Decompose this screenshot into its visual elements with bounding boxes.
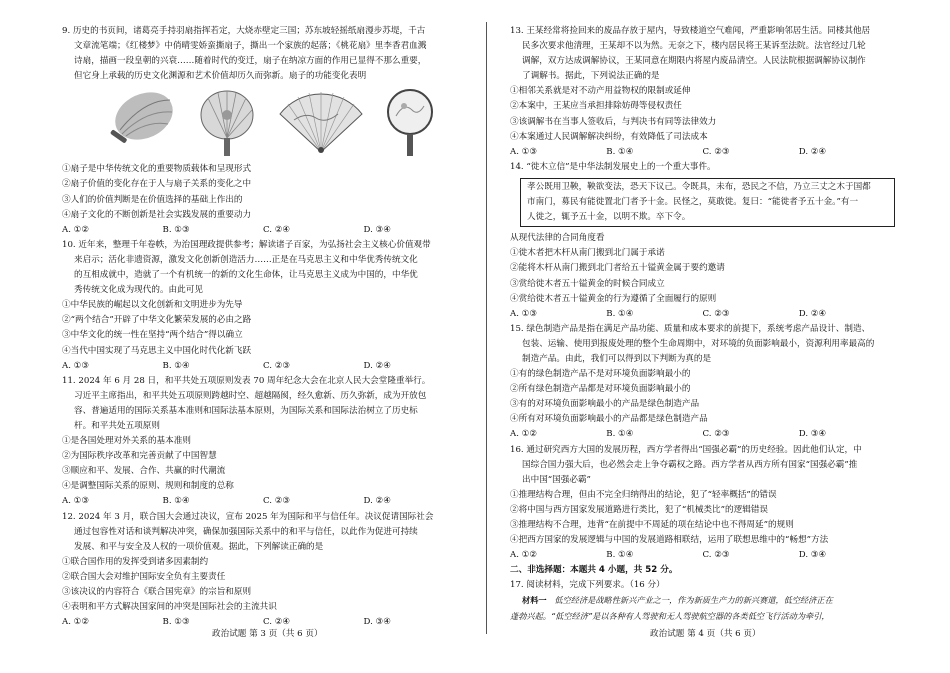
q13-statement: ②本案中，王某应当承担排除妨碍等侵权责任 (510, 101, 682, 112)
q9-stem-line: 文章流笔端；《红楼梦》中俏晴雯娇蛮撕扇子，撕出一个家族的起落；《桃花扇》里李香君血溅 (74, 41, 427, 52)
feather-fan-icon (106, 90, 178, 156)
q12-stem-line: 通过包容性对话和谈判解决冲突，确保加强国际关系中的和平与信任，以此作为促进可持续 (74, 526, 418, 537)
q14-stem: 14. “徙木立信”是中华法制发展史上的一个重大事件。 (510, 161, 716, 172)
fan-images (62, 86, 464, 160)
q15-stem-line: 15. 绿色制造产品是指在满足产品功能、质量和成本要求的前提下，系统考虑产品设计、制造、 (510, 323, 871, 334)
q9-statement: ②扇子价值的变化存在于人与扇子关系的变化之中 (62, 179, 252, 190)
column-divider (486, 22, 487, 634)
option-c[interactable]: C. ②③ (702, 146, 730, 157)
option-b[interactable]: B. ①④ (606, 550, 634, 561)
option-a[interactable]: A. ①② (510, 550, 538, 561)
q10-statement: ④当代中国实现了马克思主义中国化时代化新飞跃 (62, 345, 252, 356)
option-c[interactable]: C. ②③ (263, 360, 291, 371)
q14-statement: ④赏给徙木者五十镒黄金的行为遵循了全面履行的原则 (510, 293, 717, 304)
q13-stem-line: 民多次要求他清理，王某却不以为然。无奈之下，楼内居民将王某诉至法院。法官经过几轮 (522, 41, 866, 52)
q11-options (62, 494, 464, 509)
question-10 (62, 238, 464, 374)
option-d[interactable]: D. ②④ (798, 308, 827, 319)
q12-statement: ③该决议的内容符合《联合国宪章》的宗旨和原则 (62, 587, 252, 597)
q11-stem-line: 习近平主席指出，和平共处五项原则跨越时空、超越隔阂，经久愈新、历久弥新，成为开放包 (74, 390, 427, 401)
q13-stem-line: 调解，双方达成调解协议，王某同意在期限内将屋内废品清空。人民法院根据调解协议制作 (522, 56, 866, 67)
option-b[interactable]: B. ①④ (606, 429, 634, 440)
q13-stem-line: 了调解书。据此，下列说法正确的是 (522, 71, 660, 82)
q16-statement: ②将中国与西方国家发展道路进行类比，犯了“机械类比”的逻辑错误 (510, 504, 769, 515)
round-silk-fan-icon (384, 88, 436, 158)
q17-material-line: 蓬勃兴起。“低空经济”是以各种有人驾驶和无人驾驶航空器的各类低空飞行活动为牵引， (510, 610, 830, 621)
q16-stem-line: 出中国“国强必霸” (522, 474, 591, 485)
q14-quote-line: 孝公既用卫鞅，鞅欲变法，恐天下议己。令既具，未布，恐民之不信，乃立三丈之木于国都 (527, 181, 871, 192)
folding-fan-icon (276, 90, 366, 156)
option-c[interactable]: C. ②④ (263, 224, 291, 235)
option-d[interactable]: D. ②④ (798, 146, 827, 157)
q16-stem-line: 国综合国力强大后，也必然会走上争夺霸权之路。西方学者从西方所有国家“国强必霸”推 (522, 459, 858, 470)
q11-statement: ③顺应和平、发展、合作、共赢的时代潮流 (62, 466, 226, 477)
q10-statement: ③中华文化的统一性在坚持“两个结合”得以确立 (62, 330, 243, 341)
q15-options (510, 427, 895, 442)
q14-quote-box (520, 178, 895, 227)
q10-statement: ①中华民族的崛起以文化创新和文明进步为先导 (62, 300, 243, 311)
q14-statement: ①徙木者把木杆从南门搬到北门属于承诺 (510, 248, 665, 259)
q13-options (510, 145, 895, 160)
q10-stem-line: 秀传统文化成为现代的。由此可见 (74, 285, 203, 296)
q15-statement: ④所有对环境负面影响最小的产品都是绿色制造产品 (510, 414, 708, 425)
q11-statement: ②为国际秩序改革和完善贡献了中国智慧 (62, 451, 217, 462)
q10-options (62, 359, 464, 374)
option-a[interactable]: A. ①③ (510, 308, 538, 319)
question-12 (62, 510, 464, 631)
q14-lead: 从现代法律的合同角度看 (510, 233, 605, 244)
q10-stem-line: 的互相成就中，造就了一个有机统一的新的文化生命体，让马克思主义成为中国的，中华优 (74, 270, 418, 281)
option-a[interactable]: A. ①③ (62, 360, 90, 371)
right-column (510, 24, 895, 624)
option-d[interactable]: D. ③④ (363, 224, 391, 235)
q12-statement: ①联合国作用的发挥受到诸多因素制约 (62, 556, 209, 567)
option-c[interactable]: C. ②④ (263, 617, 291, 628)
q17-material-line (510, 593, 895, 608)
option-c[interactable]: C. ②③ (702, 429, 730, 440)
option-a[interactable]: A. ①③ (510, 146, 538, 157)
option-b[interactable]: B. ①③ (162, 617, 190, 628)
q11-statement: ④是调整国际关系的原则、规则和制度的总称 (62, 481, 234, 492)
q12-statement: ④表明和平方式解决国家间的冲突是国际社会的主流共识 (62, 602, 277, 613)
q9-stem-line: 9. 历史的书页间，诸葛亮手持羽扇指挥若定，大烧赤壁定三国；苏东坡轻摇纸扇漫步苏堤，千古 (62, 26, 426, 36)
q11-stem-line: 容、普遍适用的国际关系基本准则和国际法基本原则，为国际关系和国际法治树立了历史标 (74, 405, 418, 416)
q15-stem-line: 包装、运输、使用到报废处理的整个生命周期中，对环境的负面影响最小，资源利用率最高的 (522, 338, 875, 349)
q16-statement: ④把西方国家的发展逻辑与中国的发展道路相联结，运用了联想思维中的“畅想”方法 (510, 535, 829, 546)
footer-left: 政治试题 第 3 页（共 6 页） (212, 629, 323, 639)
question-15 (510, 322, 895, 443)
question-9 (62, 24, 464, 238)
q14-statement: ②能将木杆从南门搬到北门者给五十镒黄金属于要约邀请 (510, 263, 725, 274)
option-b[interactable]: B. ①④ (162, 496, 190, 507)
q16-statement: ①推理结构合理，但由不完全归纳得出的结论，犯了“轻率概括”的错误 (510, 489, 777, 500)
question-17 (510, 578, 895, 623)
q10-stem-line: 10. 近年来，整理千年卷帙，为治国理政提供参考；解读诸子百家，为弘扬社会主义核心价值观带 (62, 239, 431, 250)
q9-stem-line: 但它身上承载的历史文化渊源和艺术价值却历久而弥新。扇子的功能变化表明 (74, 71, 367, 82)
option-a[interactable]: A. ①② (510, 429, 538, 440)
option-d[interactable]: D. ③④ (363, 617, 391, 628)
palm-leaf-fan-icon (196, 88, 258, 158)
q14-quote-line: 市南门，募民有能徙置北门者予十金。民怪之，莫敢徙。复曰：“能徙者予五十金。”有一 (527, 197, 859, 208)
option-d[interactable]: D. ②④ (363, 360, 391, 371)
q13-stem-line: 13. 王某经常将捡回来的废品存放于屋内，导致楼道空气难闻，严重影响邻居生活。同楼其他居 (510, 26, 871, 36)
q17-stem: 17. 阅读材料，完成下列要求。（16 分） (510, 580, 665, 591)
option-d[interactable]: D. ③④ (798, 429, 827, 440)
q10-stem-line: 来启示；活化非遗资源，激发文化创新创造活力……正是在马克思主义和中华优秀传统文化 (74, 254, 418, 265)
question-11 (62, 374, 464, 510)
option-b[interactable]: B. ①③ (162, 224, 190, 235)
q9-statement: ①扇子是中华传统文化的重要物质载体和呈现形式 (62, 164, 252, 175)
q13-statement: ③该调解书在当事人签收后，与判决书有同等法律效力 (510, 116, 717, 127)
option-c[interactable]: C. ②③ (702, 550, 730, 561)
q9-options (62, 223, 464, 238)
q12-stem-line: 发展、和平与安全及人权的一项价值观。据此，下列解读正确的是 (74, 541, 324, 552)
section-heading: 二、非选择题：本题共 4 小题，共 52 分。 (510, 565, 678, 576)
q13-statement: ④本案通过人民调解解决纠纷，有效降低了司法成本 (510, 131, 708, 142)
left-column (62, 24, 464, 630)
q9-stem-line: 诗扇，描画一段皇朝的兴衰……随着时代的变迁，扇子在纳凉方面的作用已显得不那么重要， (74, 56, 427, 67)
option-c[interactable]: C. ②③ (702, 308, 730, 319)
q14-quote-line: 人徙之，辄予五十金，以明不欺。卒下令。 (527, 212, 691, 223)
q16-stem-line: 16. 通过研究西方大国的发展历程，西方学者得出“国强必霸”的历史经验。因此他们认定，中 (510, 444, 862, 455)
q15-stem-line: 制造产品。由此，我们可以得到以下判断为真的是 (522, 353, 712, 364)
question-16 (510, 443, 895, 564)
option-a[interactable]: A. ①② (62, 617, 90, 628)
option-a[interactable]: A. ①② (62, 224, 90, 235)
question-14 (510, 160, 895, 322)
option-b[interactable]: B. ①④ (606, 146, 634, 157)
option-b[interactable]: B. ①④ (606, 308, 634, 319)
question-13 (510, 24, 895, 160)
q11-stem-line: 杆。和平共处五项原则 (74, 420, 160, 431)
q12-stem-line: 12. 2024 年 3 月，联合国大会通过决议，宣布 2025 年为国际和平与信任年。决议促请国际社会 (62, 511, 434, 522)
q9-statement: ④扇子文化的不断创新是社会实践发展的重要动力 (62, 209, 252, 220)
q14-options (510, 307, 895, 322)
option-d[interactable]: D. ②④ (363, 496, 391, 507)
footer-right: 政治试题 第 4 页（共 6 页） (650, 629, 761, 639)
material-label: 材料一 (522, 595, 547, 606)
q11-stem-line: 11. 2024 年 6 月 28 日，和平共处五项原则发表 70 周年纪念大会在北京人民大会堂隆重举行。 (62, 375, 431, 386)
q10-statement: ②“两个结合”开辟了中华文化繁荣发展的必由之路 (62, 315, 252, 326)
material-text: 低空经济是战略性新兴产业之一，作为新质生产力的新兴赛道，低空经济正在 (554, 595, 833, 606)
q13-statement: ①相邻关系就是对不动产用益物权的限制或延伸 (510, 86, 691, 97)
option-c[interactable]: C. ②③ (263, 496, 291, 507)
q15-statement: ①有的绿色制造产品不是对环境负面影响最小的 (510, 369, 691, 380)
option-d[interactable]: D. ③④ (798, 550, 827, 561)
q16-statement: ③推理结构不合理，违背“在前提中不周延的项在结论中也不得周延”的规则 (510, 520, 794, 530)
q9-statement: ③人们的价值判断是在价值选择的基础上作出的 (62, 194, 243, 205)
q11-statement: ①是各国处理对外关系的基本准则 (62, 436, 191, 447)
option-a[interactable]: A. ①③ (62, 496, 90, 507)
q15-statement: ②所有绿色制造产品都是对环境负面影响最小的 (510, 384, 691, 395)
q14-statement: ③赏给徙木者五十镒黄金的时候合同成立 (510, 278, 665, 289)
q12-statement: ②联合国大会对维护国际安全负有主要责任 (62, 571, 226, 582)
q16-options (510, 548, 895, 563)
q15-statement: ③有的对环境负面影响最小的产品是绿色制造产品 (510, 399, 700, 410)
option-b[interactable]: B. ①④ (162, 360, 190, 371)
